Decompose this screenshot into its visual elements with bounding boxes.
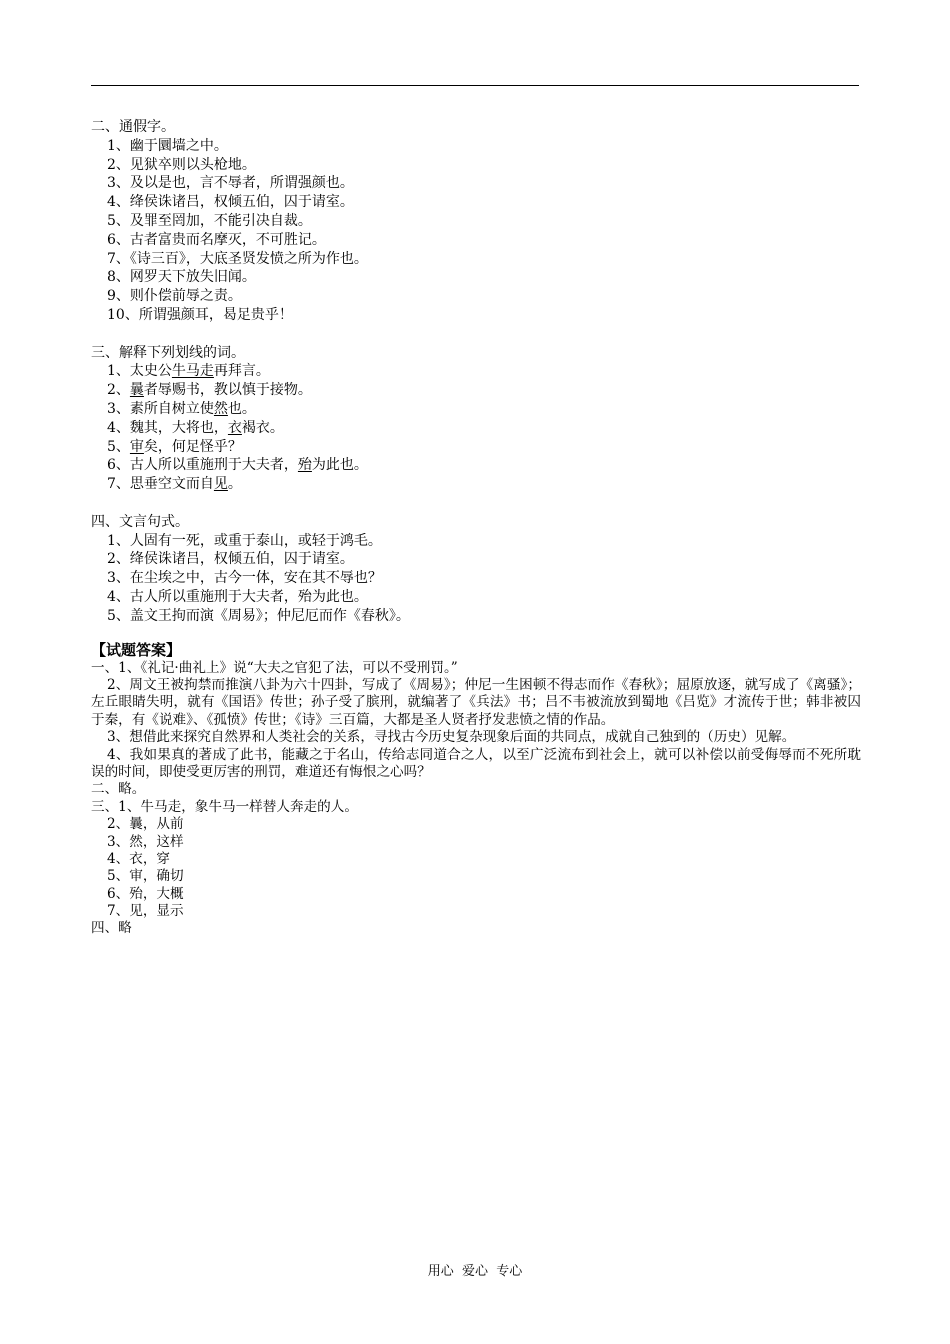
answer-paragraph: 四、略 (91, 920, 132, 937)
underlined-word: 见 (213, 476, 228, 493)
list-item: 3、在尘埃之中，古今一体，安在其不辱也？ (107, 570, 382, 587)
list-item (91, 438, 861, 457)
list-item (91, 362, 861, 381)
answer-item: 5、审，确切 (107, 868, 184, 885)
item-text: 矣，何足怪乎？ (143, 438, 242, 455)
list-item: 6、古者富贵而名摩灭，不可胜记。 (107, 231, 326, 248)
item-text: 4、魏其，大将也， (107, 419, 228, 436)
header-rule (91, 85, 859, 86)
list-item: 5、盖文王拘而演《周易》；仲尼厄而作《春秋》。 (107, 607, 410, 624)
answer-paragraph: 二、略。 (91, 781, 146, 798)
list-item (91, 381, 861, 400)
item-text: 1、太史公 (107, 363, 172, 380)
item-text: 5、 (107, 438, 130, 455)
item-text: 6、古人所以重施刑于大夫者， (107, 457, 298, 474)
item-text: 也。 (227, 400, 256, 417)
underlined-word: 衣 (227, 419, 242, 436)
list-item (91, 419, 861, 438)
page-footer: 用心 爱心 专心 (427, 1264, 523, 1279)
document-body (91, 118, 861, 938)
item-text: 3、素所自树立使 (107, 400, 214, 417)
list-item (91, 456, 861, 475)
item-text: 褐衣。 (241, 419, 284, 436)
list-item: 8、网罗天下放失旧闻。 (107, 269, 256, 286)
item-text: 再拜言。 (213, 363, 270, 380)
section-sentence-patterns (91, 513, 861, 626)
list-item: 9、则仆偿前辱之责。 (107, 288, 242, 305)
list-item: 2、绛侯诛诸吕，权倾五伯，囚于请室。 (107, 551, 354, 568)
list-item: 1、幽于圜墙之中。 (107, 137, 228, 154)
underlined-word: 牛马走 (171, 363, 214, 380)
list-item: 4、古人所以重施刑于大夫者，殆为此也。 (107, 588, 368, 605)
list-item: 7、《诗三百》，大底圣贤发愤之所为作也。 (107, 250, 368, 267)
section-title: 四、文言句式。 (91, 513, 189, 530)
answers-section (91, 640, 861, 938)
list-item (91, 400, 861, 419)
section-tongjiazi (91, 118, 861, 325)
item-text: 者辱赐书，教以慎于接物。 (143, 382, 312, 399)
section-title: 三、解释下列划线的词。 (91, 344, 245, 361)
answer-paragraph: 3、想借此来探究自然界和人类社会的关系，寻找古今历史复杂现象后面的共同点，成就自己独到的（历史）见解。 (107, 729, 796, 746)
answer-paragraph: 4、我如果真的著成了此书，能藏之于名山，传给志同道合之人，以至广泛流布到社会上，就可以补偿以前受侮辱而不死所耽误的时间，即使受更厉害的刑罚，难道还有悔恨之心吗？ (91, 746, 861, 780)
list-item (91, 475, 861, 494)
underlined-word: 殆 (297, 457, 312, 474)
answer-paragraph: 2、周文王被拘禁而推演八卦为六十四卦，写成了《周易》；仲尼一生困顿不得志而作《春秋》；屈原放逐，就写成了《离骚》；左丘眼睛失明，就有《国语》传世；孙子受了膑刑，就编著了《兵法》书；吕不韦被流放到蜀地《吕览》才流传于世；韩非被囚于秦，有《说难》、《孤愤》传世；《诗》三百篇，大都是圣人贤者抒发悲愤之情的作品。 (91, 676, 861, 728)
answer-item: 7、见，显示 (107, 903, 184, 920)
answer-item: 4、衣，穿 (107, 850, 171, 867)
answer-item: 2、曩，从前 (107, 816, 184, 833)
underlined-word: 曩 (129, 382, 144, 399)
list-item: 4、绛侯诛诸吕，权倾五伯，囚于请室。 (107, 194, 354, 211)
item-text: 。 (227, 476, 242, 493)
list-item: 10、所谓强颜耳，曷足贵乎！ (107, 306, 293, 323)
item-text: 2、 (107, 382, 130, 399)
list-item: 1、人固有一死，或重于泰山，或轻于鸿毛。 (107, 532, 382, 549)
answer-item: 3、然，这样 (107, 833, 184, 850)
answer-paragraph: 一、1、《礼记·曲礼上》说“大夫之官犯了法，可以不受刑罚。” (91, 659, 458, 676)
list-item: 5、及罪至罔加，不能引决自裁。 (107, 212, 312, 229)
answer-paragraph: 三、1、牛马走，象牛马一样替人奔走的人。 (91, 798, 358, 815)
answers-heading: 【试题答案】 (91, 640, 182, 659)
section-explain-words (91, 344, 861, 494)
list-item: 3、及以是也，言不辱者，所谓强颜也。 (107, 175, 354, 192)
section-title: 二、通假字。 (91, 119, 175, 135)
item-text: 为此也。 (311, 457, 368, 474)
underlined-word: 审 (129, 438, 144, 455)
item-text: 7、思垂空文而自 (107, 476, 214, 493)
underlined-word: 然 (213, 400, 228, 417)
answer-item: 6、殆，大概 (107, 885, 184, 902)
list-item: 2、见狱卒则以头枪地。 (107, 156, 256, 173)
